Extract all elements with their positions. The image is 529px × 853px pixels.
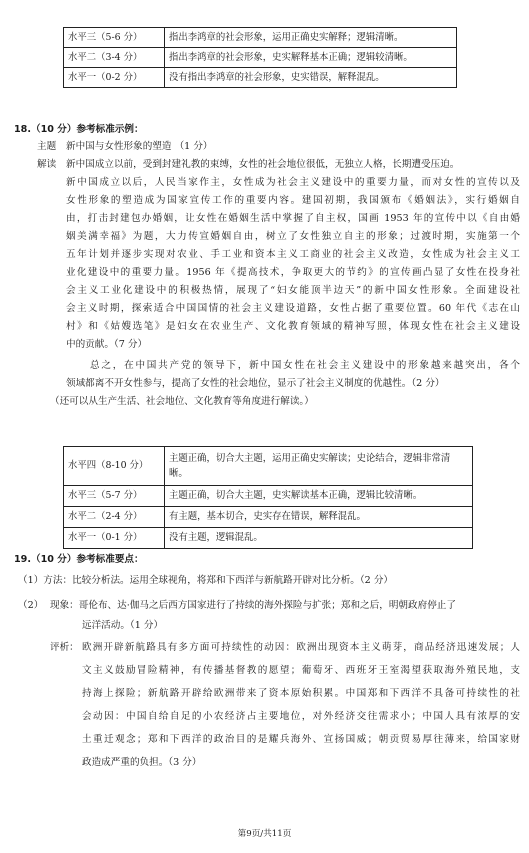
level-cell: 水平三（5-7 分） — [64, 486, 165, 507]
desc-cell: 没有主题，逻辑混乱。 — [165, 528, 473, 549]
rubric-table-q18 — [63, 446, 473, 549]
table-row — [64, 528, 473, 549]
q19-eval-label: 评析： — [50, 642, 79, 653]
q18-line: 会主义时期，探索适合中国国情的社会主义建设道路，女性占据了重要位置。60 年代《志在山 — [66, 303, 520, 314]
q19-eval-line: 欧洲开辟新航路具有多方面可持续性的动因：欧洲出现资本主义萌芽，商品经济迅速发展；人 — [82, 642, 520, 653]
level-cell: 水平一（0-1 分） — [64, 528, 165, 549]
desc-cell: 指出李鸿章的社会形象，史实解释基本正确；逻辑较清晰。 — [165, 48, 457, 68]
q18-theme-label: 主题 — [37, 141, 57, 152]
desc-cell: 没有指出李鸿章的社会形象，史实错误，解释混乱。 — [165, 68, 457, 88]
q18-summary: 总之，在中国共产党的领导下，新中国女性在社会主义建设中的形象越来越突出，各个 — [90, 360, 520, 371]
q18-heading: 18.（10 分）参考标准示例： — [14, 124, 144, 135]
q19-eval-line: 会动因：中国自给自足的小农经济占主要地位，对外经济交往需求小；中国人具有浓厚的安 — [82, 711, 520, 722]
q19-eval-line: 土重迁观念；郑和下西洋的政治目的是耀兵海外、宣扬国威；朝贡贸易厚往薄来，给国家财 — [82, 734, 520, 745]
page-footer: 第9页/共11页 — [237, 829, 292, 839]
q19-eval-line: 政造成严重的负担。（3 分） — [82, 757, 202, 768]
q18-line: 村》和《姑嫂选笔》是妇女在农业生产、文化教育领域的精神写照，体现女性在社会主义建设 — [66, 321, 520, 332]
q18-line: 会主义工业化建设中的积极热情，展现了“妇女能顶半边天”的新中国女性形象。全面建设社 — [66, 285, 520, 296]
q18-interp-label: 解读 — [37, 159, 57, 170]
q19-eval-line: 文主义鼓励冒险精神，有传播基督教的愿望；葡萄牙、西班牙王室渴望获取海外殖民地，支 — [82, 665, 520, 676]
level-cell: 水平四（8-10 分） — [64, 447, 165, 486]
q18-summary: 领域都离不开女性参与，提高了女性的社会地位，显示了社会主义制度的优越性。（2 分） — [66, 378, 445, 389]
level-cell: 水平二（2-4 分） — [64, 507, 165, 528]
desc-cell: 有主题，基本切合，史实存在错误，解释混乱。 — [165, 507, 473, 528]
q18-theme: 新中国与女性形象的塑造 （1 分） — [66, 141, 213, 152]
q19-phenomenon: 远洋活动。（1 分） — [82, 620, 164, 631]
table-row — [64, 48, 457, 68]
desc-cell: 主题正确，切合大主题，史实解读基本正确，逻辑比较清晰。 — [165, 486, 473, 507]
table-row — [64, 28, 457, 48]
desc-cell: 指出李鸿章的社会形象，运用正确史实解释；逻辑清晰。 — [165, 28, 457, 48]
q19-eval-line: 持海上探险；新航路开辟给欧洲带来了资本原始积累。中国郑和下西洋不具备可持续性的社 — [82, 688, 520, 699]
q19-heading: 19.（10 分）参考标准要点： — [14, 554, 144, 565]
level-cell: 水平一（0-2 分） — [64, 68, 165, 88]
q19-part1: （1）方法：比较分析法。运用全球视角，将郑和下西洋与新航路开辟对比分析。（2 分） — [18, 575, 394, 586]
q18-line: 由，打击封建包办婚姻，让女性在婚姻生活中掌握了自主权，国画 1953 年的宣传中以《自由婚 — [66, 213, 520, 224]
q18-note: （还可以从生产生活、社会地位、文化教育等角度进行解读。） — [50, 396, 314, 407]
level-cell: 水平三（5-6 分） — [64, 28, 165, 48]
table-row — [64, 447, 473, 486]
q19-part2-label: （2） — [18, 600, 44, 611]
q18-line: 五年计划并逐步实现对农业、手工业和资本主义工商业的社会主义改造，女性成为社会主义工 — [66, 249, 520, 260]
q18-line: 新中国成立以后，人民当家作主，女性成为社会主义建设中的重要力量，而对女性的宣传以及 — [66, 177, 520, 188]
q18-line: 姻美满幸福》为题，大力传宣婚姻自由，树立了女性独立自主的形象；过渡时期，实施第一个 — [66, 231, 520, 242]
q18-line: 新中国成立以前，受到封建礼教的束缚，女性的社会地位很低，无独立人格，长期遭受压迫。 — [66, 159, 460, 170]
table-row — [64, 507, 473, 528]
q18-line: 女性形象的塑造成为国家宣传工作的重要内容。建国初期，我国颁布《婚姻法》，实行婚姻自 — [66, 195, 520, 206]
level-cell: 水平二（3-4 分） — [64, 48, 165, 68]
desc-cell: 主题正确，切合大主题，运用正确史实解读；史论结合，逻辑非常清晰。 — [165, 447, 473, 486]
rubric-table-top — [63, 27, 457, 88]
table-row — [64, 486, 473, 507]
q19-phenomenon: 现象：哥伦布、达·伽马之后西方国家进行了持续的海外探险与扩张；郑和之后，明朝政府停止了 — [50, 600, 456, 611]
q18-line: 中的贡献。（7 分） — [66, 339, 148, 350]
q18-line: 业化建设中的重要力量。1956 年《提高技术，争取更大的节约》的宣传画凸显了女性在投身社 — [66, 267, 520, 278]
table-row — [64, 68, 457, 88]
